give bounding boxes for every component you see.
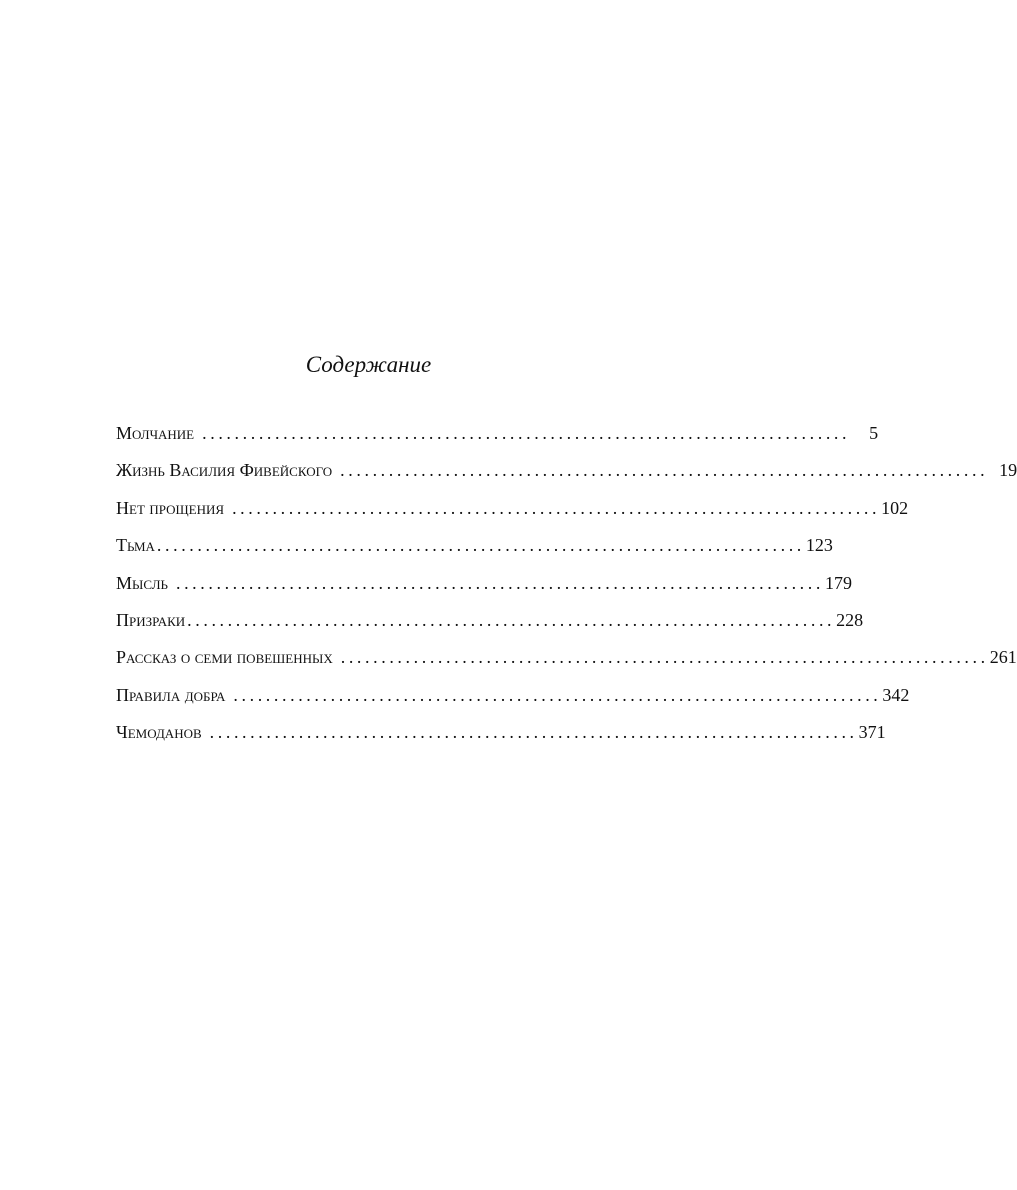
dot-leader: ................................................................................ <box>187 609 836 630</box>
toc-entry-title: Правила добра <box>116 684 226 705</box>
toc-entry-tma[interactable] <box>116 532 833 569</box>
toc-entry-page: 342 <box>882 684 910 705</box>
toc-entry-pravila-dobra[interactable] <box>116 682 910 719</box>
toc-entry-chemodanov[interactable] <box>116 719 886 756</box>
page-title: Содержание <box>305 352 432 377</box>
toc-entry-rasskaz-o-semi-poveshennykh[interactable] <box>116 644 1017 681</box>
toc-entry-page: 371 <box>858 722 886 743</box>
dot-leader: ................................................................................ <box>340 460 989 481</box>
toc-entry-mysl[interactable] <box>116 570 852 607</box>
dot-leader: ................................................................................ <box>233 684 882 705</box>
toc-entry-page: 228 <box>836 609 864 630</box>
toc-entry-title: Жизнь Василия Фивейского <box>116 460 333 481</box>
toc-entry-title: Нет прощения <box>116 497 225 518</box>
toc-entry-page: 179 <box>824 572 852 593</box>
dot-leader: ................................................................................ <box>340 647 989 668</box>
toc-entry-page: 102 <box>881 497 909 518</box>
toc-entry-title: Чемоданов <box>116 722 202 743</box>
dot-leader: ................................................................................ <box>232 497 881 518</box>
toc-entry-page: 261 <box>989 647 1017 668</box>
dot-leader: ................................................................................ <box>209 722 858 743</box>
toc-entry-molchanie[interactable] <box>116 420 879 457</box>
table-of-contents <box>116 420 1017 757</box>
toc-entry-title: Рассказ о семи повешенных <box>116 647 333 668</box>
dot-leader: ................................................................................ <box>175 572 824 593</box>
dot-leader: ................................................................................ <box>156 535 805 556</box>
toc-entry-page: 123 <box>805 535 833 556</box>
toc-entry-page: 5 <box>869 423 879 443</box>
toc-entry-title: Мысль <box>116 572 168 593</box>
toc-entry-page: 19 <box>999 460 1017 481</box>
toc-entry-title: Призраки <box>116 609 186 630</box>
toc-entry-title: Молчание <box>116 423 195 443</box>
toc-entry-title: Тьма <box>116 535 155 556</box>
toc-entry-net-proshcheniya[interactable] <box>116 495 909 532</box>
toc-entry-prizraki[interactable] <box>116 607 864 644</box>
dot-leader: ................................................................................ <box>202 423 851 443</box>
toc-entry-zhizn-vasiliya-fiveyskogo[interactable] <box>116 457 1017 494</box>
